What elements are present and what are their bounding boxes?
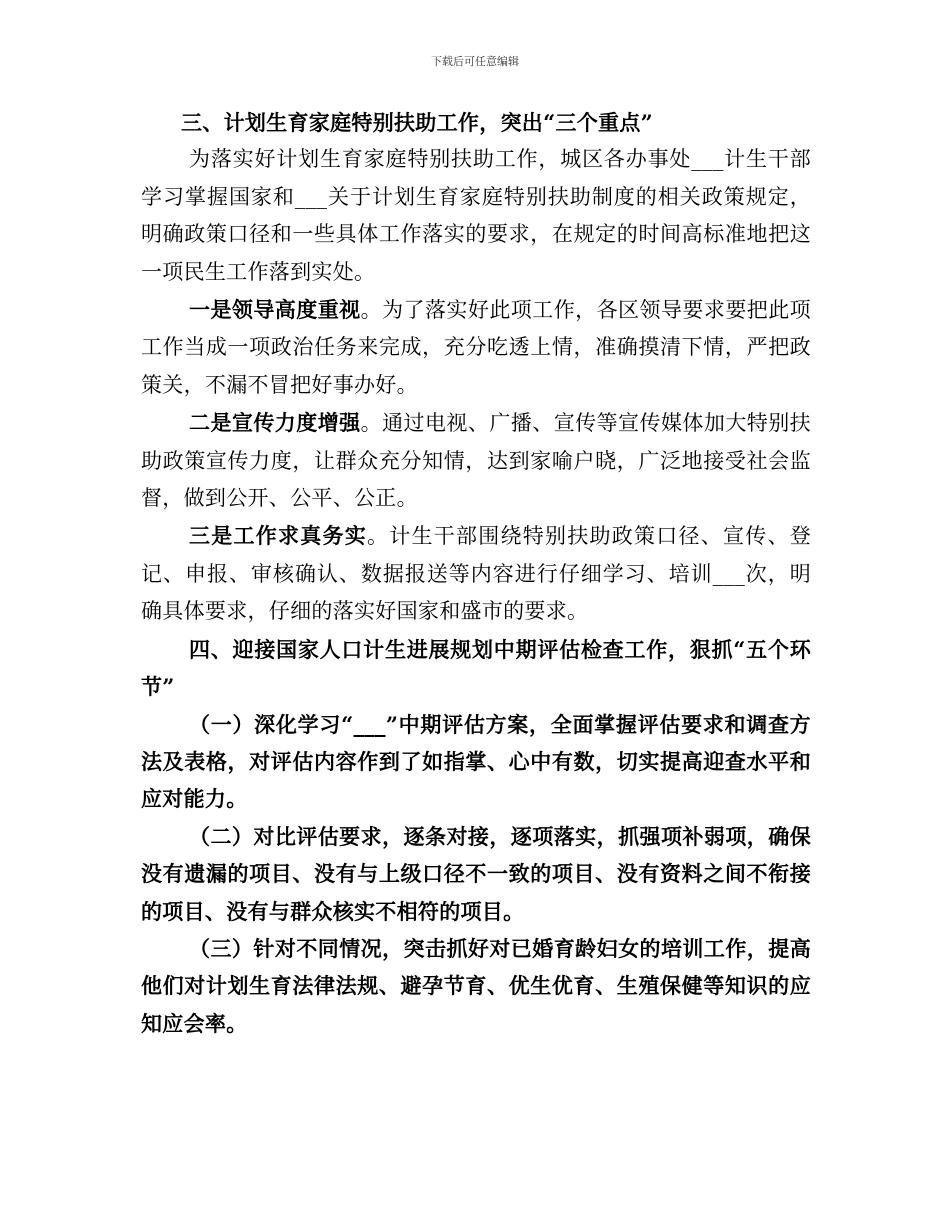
section-3-point-3 bbox=[141, 517, 811, 630]
point-2-text: 。通过电视、广播、宣传等宣传媒体加大特别扶助政策宣传力度，让群众充分知情，达到家喻户晓，广泛地接受社会监督，做到公开、公平、公正。 bbox=[141, 411, 811, 511]
point-3-lead: 三是工作求真务实 bbox=[189, 523, 367, 549]
section-4-heading: 四、迎接国家人口计生进展规划中期评估检查工作，狠抓“五个环节” bbox=[141, 636, 811, 700]
point-1-text: 。为了落实好此项工作，各区领导要求要把此项工作当成一项政治任务来完成，充分吃透上情，准确摸清下情，严把政策关，不漏不冒把好事办好。 bbox=[141, 298, 811, 397]
section-3-heading: 三、计划生育家庭特别扶助工作，突出“三个重点” bbox=[181, 110, 654, 135]
point-3-text: 。计生干部围绕特别扶助政策口径、宣传、登记、申报、审核确认、数据报送等内容进行仔细学习、培训___次，明确具体要求，仔细的落实好国家和盛市的要求。 bbox=[141, 524, 811, 624]
document-body bbox=[141, 104, 811, 1042]
section-4-item-1: （一）深化学习“___”中期评估方案，全面掌握评估要求和调查方法及表格，对评估内容作到了如指掌、心中有数，切实提高迎查水平和应对能力。 bbox=[141, 711, 811, 812]
page-header: 下载后可任意编辑 bbox=[431, 55, 519, 68]
section-3-point-1 bbox=[141, 291, 811, 404]
point-1-lead: 一是领导高度重视 bbox=[189, 297, 361, 323]
point-2-lead: 二是宣传力度增强 bbox=[189, 410, 361, 436]
section-3-point-2 bbox=[141, 404, 811, 517]
section-4-item-2: （二）对比评估要求，逐条对接，逐项落实，抓强项补弱项，确保没有遗漏的项目、没有与上级口径不一致的项目、没有资料之间不衔接的项目、没有与群众核实不相符的项目。 bbox=[141, 823, 811, 924]
section-3-intro: 为落实好计划生育家庭特别扶助工作，城区各办事处___计生干部学习掌握国家和___关于计划生育家庭特别扶助制度的相关政策规定，明确政策口径和一些具体工作落实的要求，在规定的时间高标准地把这一项民生工作落到实处。 bbox=[141, 147, 811, 284]
section-4-item-3: （三）针对不同情况，突击抓好对已婚育龄妇女的培训工作，提高他们对计划生育法律法规、避孕节育、优生优育、生殖保健等知识的应知应会率。 bbox=[141, 935, 811, 1036]
